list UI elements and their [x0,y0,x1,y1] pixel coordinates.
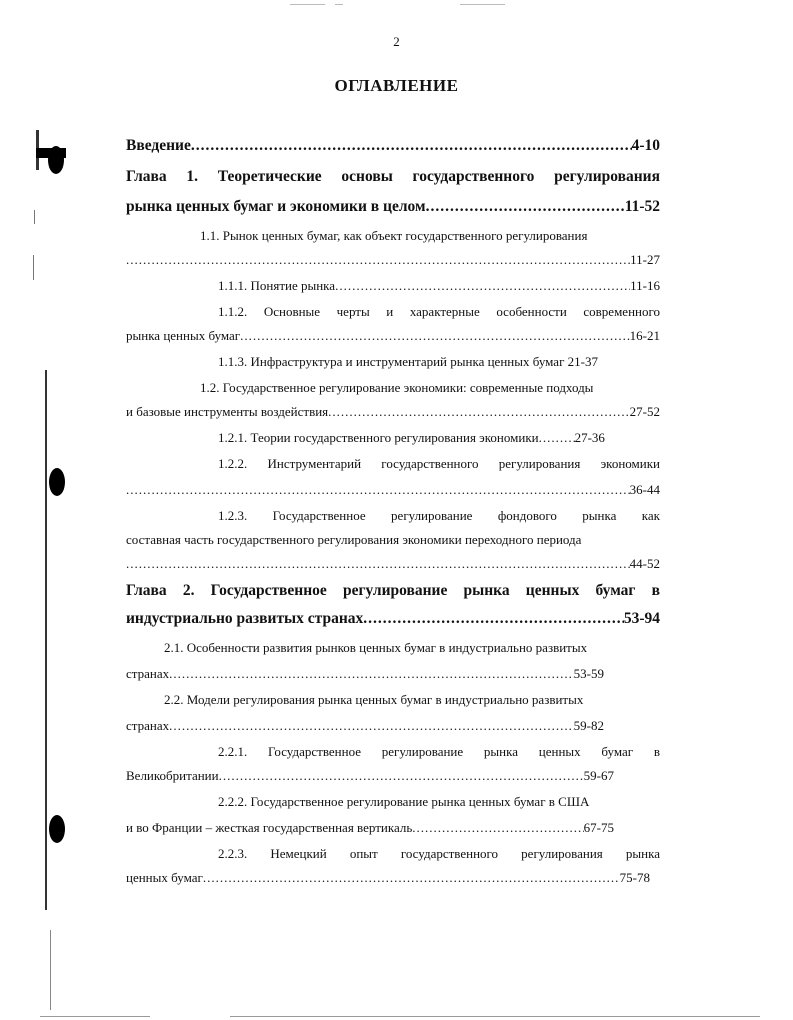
toc-section-2-2-3[interactable] [126,870,650,886]
scan-artifact-line [290,4,325,5]
toc-entry-title: странах [126,718,170,733]
toc-entry-intro[interactable] [126,137,660,155]
scan-edge-mark [45,370,47,910]
toc-section-1-2-3-line1[interactable]: 1.2.3. Государственное регулирование фондового рынка как [218,508,660,523]
toc-entry-pages: 59-82 [573,718,604,733]
toc-entry-pages: 4-10 [631,137,660,154]
toc-entry-title: рынка ценных бумаг и экономики в целом [126,198,426,215]
toc-entry-pages: 53-94 [623,610,660,627]
toc-section-2-2-3-line1[interactable]: 2.2.3. Немецкий опыт государственного регулирования рынка [218,846,660,861]
toc-section-2-2-line1[interactable]: 2.2. Модели регулирования рынка ценных бумаг в индустриально развитых [164,692,584,707]
toc-entry-pages: 27-52 [629,404,660,419]
toc-dot-leader [126,556,630,572]
binder-hole-mark [49,815,65,843]
toc-section-1-1-3[interactable]: 1.1.3. Инфраструктура и инструментарий рынка ценных бумаг 21-37 [218,354,598,369]
toc-entry-title: ценных бумаг [126,870,203,885]
toc-section-2-2[interactable] [126,718,604,734]
toc-section-1-2-2-line1[interactable]: 1.2.2. Инструментарий государственного регулирования экономики [218,456,660,471]
toc-chapter-2-line1[interactable]: Глава 2. Государственное регулирование рынка ценных бумаг в [126,582,660,599]
page-number: 2 [393,34,400,49]
toc-entry-title: 1.1.1. Понятие рынка [218,278,336,293]
toc-entry-pages: 75-78 [619,870,650,885]
toc-dot-leader [426,198,625,216]
toc-dot-leader [169,718,574,734]
toc-dot-leader [240,328,630,344]
toc-entry-title: индустриально развитых странах [126,610,364,627]
toc-section-2-2-1-line1[interactable]: 2.2.1. Государственное регулирование рынка ценных бумаг в [218,744,660,759]
toc-entry-title: и во Франции – жесткая государственная вертикаль [126,820,413,835]
binder-hole-mark [49,468,65,496]
toc-section-1-2[interactable] [126,404,660,420]
toc-dot-leader [191,137,632,155]
toc-dot-leader [335,278,630,294]
toc-section-1-2-3[interactable] [126,556,660,572]
toc-section-2-2-2[interactable] [126,820,614,836]
toc-dot-leader [363,610,624,628]
toc-section-1-1-1[interactable] [218,278,660,294]
toc-entry-pages: 11-27 [630,252,660,267]
toc-entry-pages: 67-75 [583,820,614,835]
toc-entry-title: 1.2.1. Теории государственного регулирования экономики [218,430,539,445]
toc-dot-leader [412,820,583,836]
toc-entry-title: и базовые инструменты воздействия [126,404,329,419]
toc-section-2-2-1[interactable] [126,768,614,784]
toc-section-1-1[interactable] [126,252,660,268]
scan-edge-mark [34,210,35,224]
toc-dot-leader [203,870,620,886]
toc-entry-title: рынка ценных бумаг [126,328,241,343]
toc-entry-pages: 16-21 [629,328,660,343]
toc-entry-title: Великобритании [126,768,219,783]
toc-dot-leader [169,666,574,682]
scan-artifact-line [230,1016,760,1017]
toc-entry-pages: 27-36 [574,430,605,445]
toc-chapter-1-line1[interactable]: Глава 1. Теоретические основы государственного регулирования [126,168,660,185]
toc-entry-pages: 11-52 [624,198,660,215]
scan-edge-mark [50,930,51,1010]
toc-entry-title: странах [126,666,170,681]
toc-section-1-2-3-line2[interactable]: составная часть государственного регулирования экономики переходного периода [126,532,582,547]
scan-edge-mark [33,255,34,280]
toc-entry-pages: 44-52 [629,556,660,571]
toc-dot-leader [219,768,584,784]
toc-entry-pages: 59-67 [583,768,614,783]
binder-hole-mark [48,146,64,174]
toc-dot-leader [328,404,629,420]
toc-section-1-1-line1[interactable]: 1.1. Рынок ценных бумаг, как объект государственного регулирования [200,228,588,243]
toc-chapter-1[interactable] [126,198,660,216]
toc-chapter-2[interactable] [126,610,660,628]
scan-artifact-line [40,1016,150,1017]
toc-section-1-2-1[interactable] [218,430,660,446]
scan-artifact-line [460,4,505,5]
toc-entry-title: Введение [126,137,191,154]
toc-section-1-1-2[interactable] [126,328,660,344]
toc-section-2-2-2-line1[interactable]: 2.2.2. Государственное регулирование рынка ценных бумаг в США [218,794,590,809]
scan-artifact-line [335,4,343,5]
toc-section-2-1[interactable] [126,666,604,682]
toc-section-1-2-line1[interactable]: 1.2. Государственное регулирование экономики: современные подходы [200,380,594,395]
toc-dot-leader [126,482,630,498]
toc-dot-leader [539,430,575,446]
toc-dot-leader [126,252,630,268]
toc-entry-pages: 11-16 [630,278,660,293]
toc-section-1-2-2[interactable] [126,482,660,498]
toc-section-1-1-2-line1[interactable]: 1.1.2. Основные черты и характерные особенности современного [218,304,660,319]
toc-entry-pages: 36-44 [629,482,660,497]
toc-entry-pages: 53-59 [573,666,604,681]
page-title: ОГЛАВЛЕНИЕ [334,76,459,95]
toc-section-2-1-line1[interactable]: 2.1. Особенности развития рынков ценных бумаг в индустриально развитых [164,640,588,655]
